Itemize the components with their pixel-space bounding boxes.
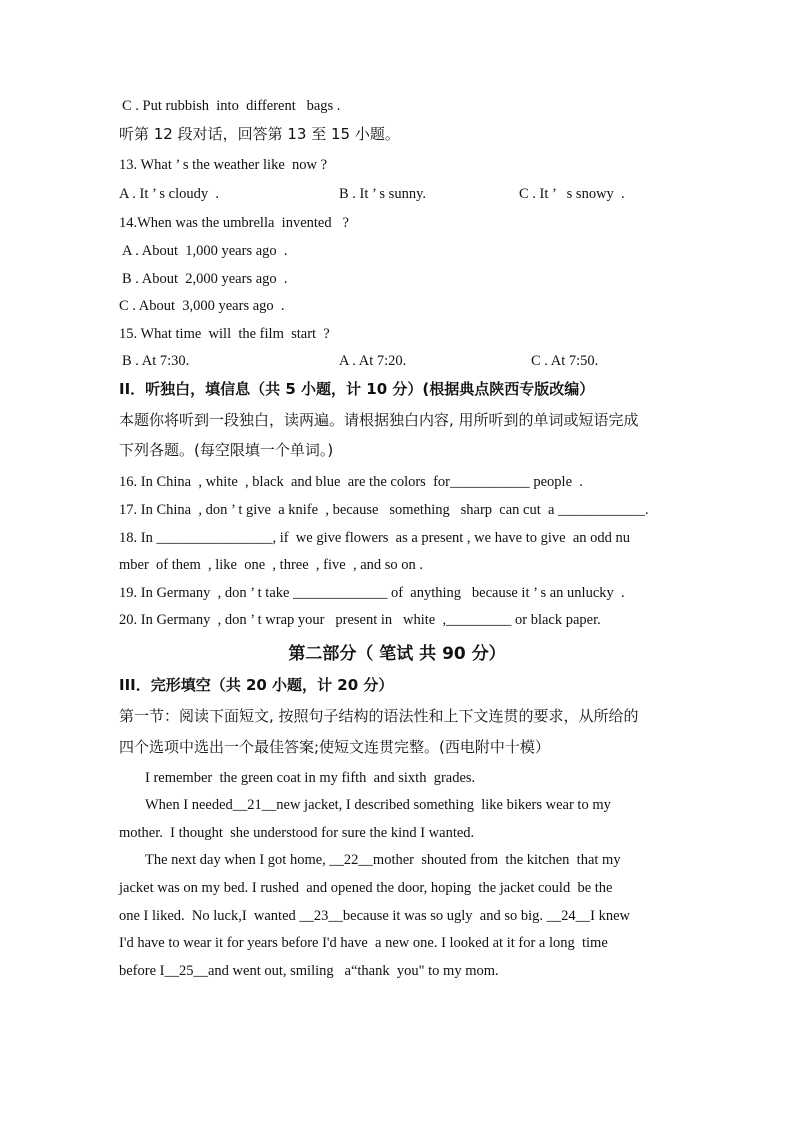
- question-15: 15. What time will the film start ?: [119, 326, 330, 342]
- question-16: 16. In China , white , black and blue are the colors for___________ people .: [119, 474, 583, 490]
- q14-option-c: C . About 3,000 years ago .: [119, 298, 285, 314]
- question-13: 13. What ’ s the weather like now ?: [119, 157, 328, 173]
- q15-option-2: A . At 7:20.: [339, 353, 407, 369]
- part-2-title: 第二部分（ 笔试 共 90 分）: [288, 644, 506, 664]
- passage-line: I remember the green coat in my fifth and sixth grades.: [145, 770, 476, 786]
- q13-option-a: A . It ’ s cloudy .: [119, 186, 220, 202]
- q15-option-3: C . At 7:50.: [531, 353, 599, 369]
- passage-line: I'd have to wear it for years before I'd have a new one. I looked at it for a long time: [119, 935, 608, 951]
- section-3-heading: III．完形填空（共 20 小题，计 20 分）: [119, 676, 394, 694]
- q13-option-c: C . It ’ s snowy .: [519, 186, 625, 202]
- q13-option-b: B . It ’ s sunny.: [339, 186, 426, 202]
- section-3-instruction: 四个选项中选出一个最佳答案;使短文连贯完整。(西电附中十模）: [119, 738, 550, 756]
- passage-line: before I__25__and went out, smiling a“thank you" to my mom.: [119, 963, 499, 979]
- question-17: 17. In China , don ’ t give a knife , because something sharp can cut a ____________.: [119, 502, 649, 518]
- passage-line: When I needed__21__new jacket, I described something like bikers wear to my: [145, 797, 611, 813]
- section-3-instruction: 第一节：阅读下面短文, 按照句子结构的语法性和上下文连贯的要求，从所给的: [119, 707, 639, 725]
- section-2-instruction: 本题你将听到一段独白，读两遍。请根据独白内容, 用所听到的单词或短语完成: [119, 411, 639, 429]
- option-line: C . Put rubbish into different bags .: [122, 98, 341, 114]
- q14-option-b: B . About 2,000 years ago .: [122, 271, 288, 287]
- section-2-instruction: 下列各题。(每空限填一个单词。): [119, 441, 334, 459]
- question-18: 18. In ________________, if we give flowers as a present , we have to give an odd nu: [119, 530, 631, 546]
- question-14: 14.When was the umbrella invented ?: [119, 215, 349, 231]
- instruction-line: 听第 12 段对话，回答第 13 至 15 小题。: [119, 125, 400, 143]
- question-20: 20. In Germany , don ’ t wrap your present in white ,_________ or black paper.: [119, 612, 601, 628]
- question-19: 19. In Germany , don ’ t take _____________ of anything because it ’ s an unlucky .: [119, 585, 625, 601]
- passage-line: one I liked. No luck,I wanted __23__because it was so ugly and so big. __24__I knew: [119, 908, 631, 924]
- q15-option-1: B . At 7:30.: [122, 353, 190, 369]
- question-18-cont: mber of them , like one , three , five , and so on .: [119, 557, 424, 573]
- passage-line: jacket was on my bed. I rushed and opened the door, hoping the jacket could be the: [119, 880, 613, 896]
- passage-line: mother. I thought she understood for sure the kind I wanted.: [119, 825, 475, 841]
- passage-line: The next day when I got home, __22__mother shouted from the kitchen that my: [145, 852, 621, 868]
- q14-option-a: A . About 1,000 years ago .: [122, 243, 288, 259]
- section-2-heading: II．听独白，填信息（共 5 小题，计 10 分）(根据典点陕西专版改编）: [119, 380, 595, 398]
